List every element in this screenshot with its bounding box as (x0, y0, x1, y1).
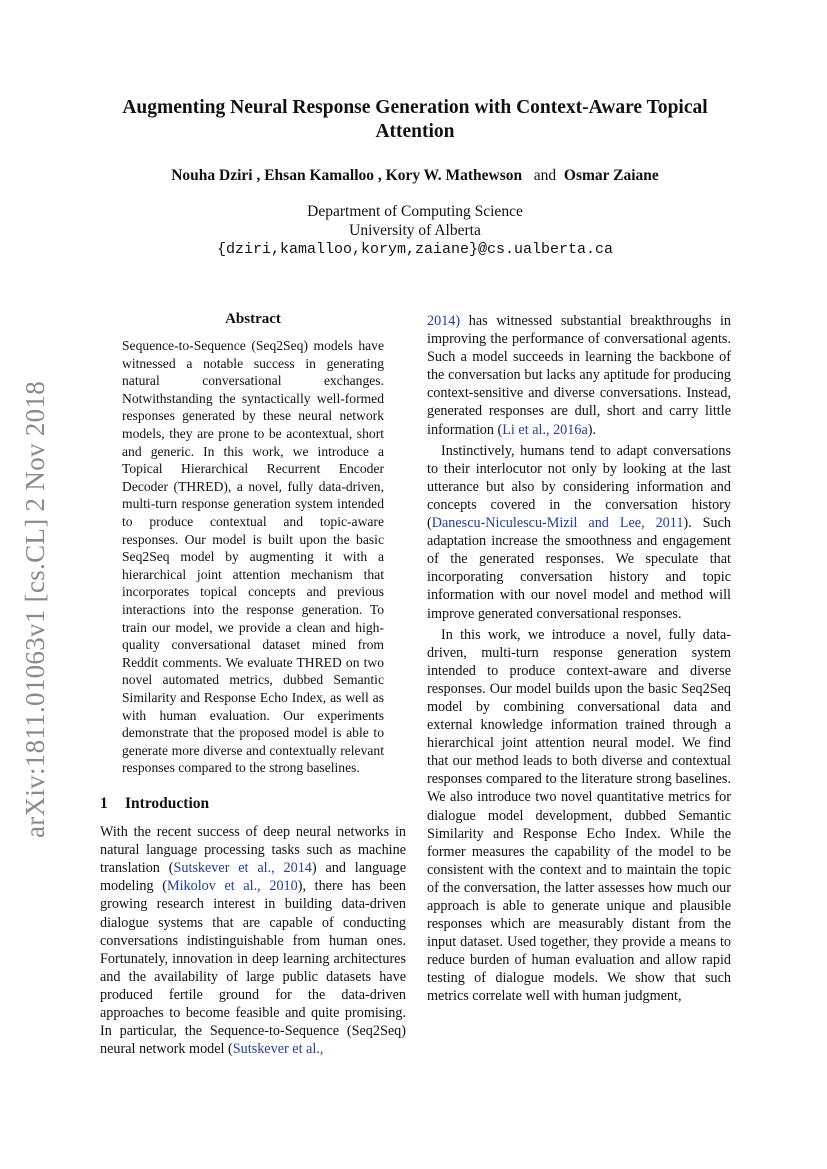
intro-paragraph-1 (100, 823, 406, 1058)
affiliation (100, 202, 730, 259)
citation-link[interactable]: Sutskever et al., (232, 1041, 324, 1058)
text-run: has witnessed substantial breakthroughs in improving the performance of conversational agents. Such a model succeeds in learning the backbone of the conversation but lacks any aptitude for producing context-sensitive and diverse conversations. Instead, generated responses are dull, short and carry little information ( (427, 313, 731, 438)
section-title: Introduction (125, 794, 210, 812)
author-list: Nouha Dziri , Ehsan Kamalloo , Kory W. Mathewson and Osmar Zaiane (171, 167, 659, 184)
citation-link[interactable]: 2014) (427, 313, 461, 329)
author-2: Ehsan Kamalloo (264, 167, 375, 184)
arxiv-stamp-text: arXiv:1811.01063v1 [cs.CL] 2 Nov 2018 (20, 380, 50, 838)
arxiv-identifier-stamp (14, 360, 56, 840)
text-run: ). Such adaptation increase the smoothness and engagement of the generated responses. We speculate that incorporating conversation history and topic information with our novel model and method will improve generated conversational responses. (427, 515, 731, 622)
citation-link[interactable]: Mikolov et al., 2010 (166, 878, 298, 895)
citation-link[interactable]: Sutskever et al., 2014 (173, 860, 312, 877)
author-4: Osmar Zaiane (563, 167, 659, 184)
section-heading-introduction (100, 795, 406, 813)
section-number: 1 (100, 794, 108, 812)
abstract-heading: Abstract (225, 311, 281, 327)
abstract-body: Sequence-to-Sequence (Seq2Seq) models have witnessed a notable success in generating natural conversational exchanges. Notwithstanding the syntactically well-formed responses generated by these neural network models, they are prone to be acontextual, short and generic. In this work, we introduce a Topical Hierarchical Recurrent Encoder Decoder (THRED), a novel, fully data-driven, multi-turn response generation system intended to produce contextual and topic-aware responses. Our model is built upon the basic Seq2Seq model by augmenting it with a hierarchical joint attention mechanism that incorporates topical concepts and previous interactions into the response generation. To train our model, we provide a clean and high-quality conversational dataset mined from Reddit comments. We evaluate THRED on two novel automated metrics, dubbed Semantic Similarity and Response Echo Index, as well as with human evaluation. Our experiments demonstrate that the proposed model is able to generate more diverse and contextually relevant responses compared to the strong baselines. (122, 338, 384, 776)
university: University of Alberta (349, 222, 481, 239)
author-3: Kory W. Mathewson (385, 167, 523, 184)
intro-paragraph-3: In this work, we introduce a novel, fully data-driven, multi-turn response generation system intended to produce context-aware and diverse responses. Our model builds upon the basic Seq2Seq model by combining conversational data and external knowledge information trained through a hierarchical joint attention neural model. We find that our method leads to both diverse and contextual responses compared to the literature strong baselines. We also introduce two novel quantitative metrics for dialogue model development, dubbed Semantic Similarity and Response Echo Index. While the former measures the capability of the model to be consistent with the context and to maintain the topic of the conversation, the latter assesses how much our approach is able to generate unique and plausible responses which are measurably distant from the input dataset. Used together, they provide a means to reduce burden of human evaluation and allow rapid testing of dialogue models. We show that such metrics correlate well with human judgment, (427, 626, 731, 1005)
author-1: Nouha Dziri (171, 167, 253, 184)
citation-link[interactable]: Li et al., 2016a (502, 421, 588, 438)
paper-title (100, 96, 730, 144)
citation-link[interactable]: Danescu-Niculescu-Mizil and Lee, 2011 (431, 515, 684, 532)
text-run: With the recent success of deep neural networks in natural language processing tasks such as machine translation ( (100, 824, 406, 877)
text-run: ). (587, 421, 597, 438)
text-run: ), there has been growing research interest in building data-driven dialogue systems that are capable of conducting conversations indistinguishable from human ones. Fortunately, innovation in deep learning architectures and the availability of large public datasets have produced fertile ground for the data-driven approaches to become feasible and quite promising. In particular, the Sequence-to-Sequence (Seq2Seq) neural network model ( (100, 878, 406, 1058)
text-run: ) and language modeling ( (100, 860, 407, 895)
intro-paragraph-1-continued (427, 312, 731, 439)
department: Department of Computing Science (307, 203, 523, 220)
author-and: and (533, 167, 557, 184)
title-line-2: Attention (375, 121, 455, 142)
intro-paragraph-2 (427, 442, 731, 623)
left-column (100, 310, 406, 1058)
title-line-1: Augmenting Neural Response Generation with Context-Aware Topical (122, 97, 708, 118)
right-column (427, 312, 731, 1006)
text-run: Instinctively, humans tend to adapt conversations to their interlocutor not only by looking at the last utterance but also by considering information and concepts covered in the conversation history ( (427, 442, 731, 532)
author-emails: {dziri,kamalloo,korym,zaiane}@cs.ualberta.ca (216, 241, 614, 258)
